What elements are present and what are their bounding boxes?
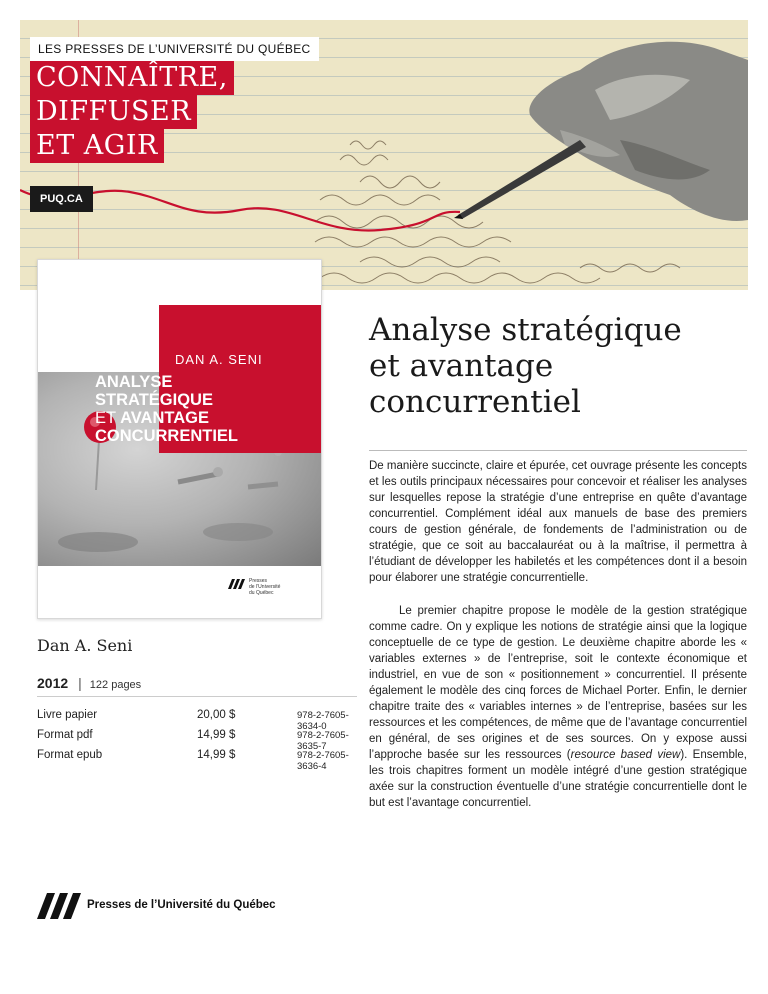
puq-logo-icon	[228, 579, 246, 589]
title-divider	[369, 450, 747, 451]
cover-logo-line-1: Presses	[249, 578, 268, 584]
body-text-2: ). Ensemble, les trois chapitres forment un modèle intégré d’une gestion stratégique axée sur la construction éventuelle d’une stratégie concurrentielle dont le but est l’avantage concurrentiel.	[369, 749, 747, 809]
hand-illustration	[529, 42, 748, 221]
format-isbn: 978-2-7605-3635-7	[297, 730, 349, 752]
format-name: Format pdf	[37, 729, 93, 741]
pen-illustration	[458, 140, 586, 219]
page-count: 122 pages	[89, 679, 142, 691]
cover-title-line-4: CONCURRENTIEL	[95, 427, 238, 445]
author-name: Dan A. Seni	[37, 636, 133, 655]
format-row	[37, 749, 357, 772]
cover-logo-line-3: du Québec	[249, 590, 274, 596]
footer-publisher: Presses de l’Université du Québec	[87, 899, 276, 911]
format-isbn: 978-2-7605-3636-4	[297, 750, 349, 772]
slogan-line-1: CONNAÎTRE,	[30, 61, 234, 95]
cover-title-line-1: ANALYSE	[95, 373, 173, 391]
body-text-1: Le premier chapitre propose le modèle de la gestion stratégique comme cadre. On y explique les notions de stratégie ainsi que la logique conceptuelle de ce type de gestion. Le deuxième chapitre aborde les « variables externes » de l’entreprise, soit le contexte économique et industriel, en vue de son « positionnement » concurrentiel. Il présente également le modèle des cinq forces de Michael Porter. Enfin, le dernier chapitre traite des « variables internes » de l’entreprise, basées sur les ressources et les compétences, de même que de l’avantage concurrentiel en général, de ses origines et de ses sources. On y expose aussi l’approche basée sur les ressources (	[369, 605, 747, 761]
publication-year: 2012	[37, 675, 69, 691]
puq-logo-icon	[37, 893, 81, 919]
body-paragraph	[369, 603, 747, 811]
year-pages-row	[37, 675, 141, 693]
cover-title-line-3	[95, 409, 238, 427]
slogan	[30, 61, 234, 163]
cover-title-et: ET	[95, 409, 117, 427]
format-name: Format epub	[37, 749, 103, 761]
book-cover	[37, 259, 322, 619]
cover-title	[95, 373, 238, 445]
site-link[interactable]: PUQ.CA	[30, 186, 93, 212]
format-row	[37, 709, 357, 732]
format-price: 14,99 $	[197, 749, 236, 761]
book-title	[369, 312, 682, 420]
cover-logo-text	[249, 578, 280, 596]
cover-author: DAN A. SENI	[175, 352, 263, 367]
format-name: Livre papier	[37, 709, 98, 721]
body-text-italic: resource based view	[570, 749, 681, 761]
info-divider	[37, 696, 357, 697]
header-banner	[20, 20, 748, 290]
separator: |	[78, 675, 82, 691]
cover-logo-line-2: de l’Université	[249, 584, 281, 590]
slogan-line-3: ET AGIR	[30, 129, 164, 163]
format-isbn: 978-2-7605-3634-0	[297, 710, 349, 732]
publisher-tag: LES PRESSES DE L’UNIVERSITÉ DU QUÉBEC	[30, 37, 319, 61]
cover-title-line-2: STRATÉGIQUE	[95, 391, 213, 409]
format-row	[37, 729, 357, 752]
format-price: 20,00 $	[197, 709, 236, 721]
slogan-line-2: DIFFUSER	[30, 95, 197, 129]
cover-title-avantage: AVANTAGE	[120, 409, 209, 427]
book-title-line-3: concurrentiel	[369, 384, 581, 420]
format-price: 14,99 $	[197, 729, 236, 741]
book-title-line-1: Analyse stratégique	[369, 312, 682, 348]
intro-paragraph: De manière succincte, claire et épurée, cet ouvrage présente les concepts et les outils principaux nécessaires pour concevoir et réaliser les analyses sur lesquelles repose la stratégie d’une entreprise en quête d’avantage concurrentiel. Complément idéal aux manuels de base des premiers cours de gestion générale, de fondements de l’administration ou de stratégie, que ce soit au baccalauréat ou à la maîtrise, il permettra à l’étudiant de développer les habiletés et les compétences dont il a besoin pour élaborer une stratégie concurrentielle.	[369, 460, 747, 584]
book-title-line-2: et avantage	[369, 348, 554, 384]
